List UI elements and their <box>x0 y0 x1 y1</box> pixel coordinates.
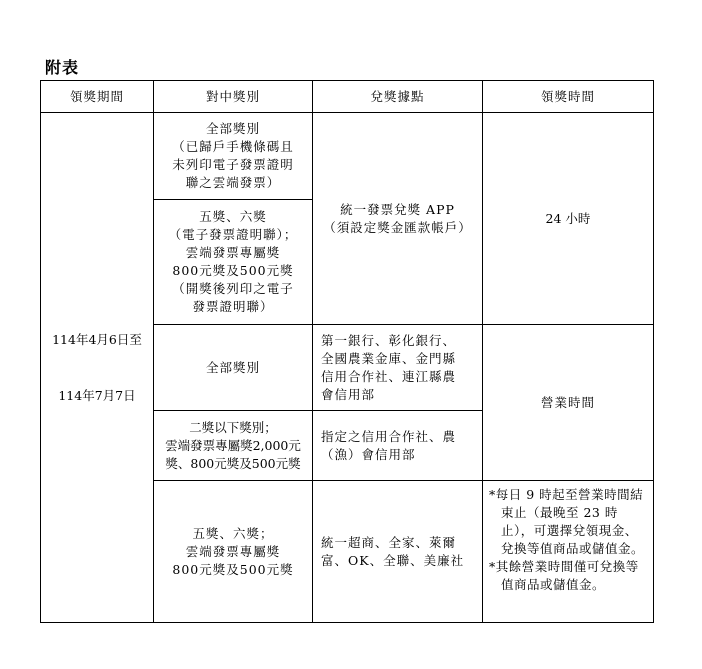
prize-cell: 全部獎別 （已歸戶手機條碼且 未列印電子發票證明 聯之雲端發票） <box>154 113 313 200</box>
header-time: 領獎時間 <box>483 81 654 113</box>
prize-cell: 二獎以下獎別； 雲端發票專屬獎2,000元 獎、800元獎及500元獎 <box>154 411 313 481</box>
header-row <box>41 81 654 113</box>
header-location: 兌獎據點 <box>313 81 483 113</box>
time-notes-cell <box>483 481 654 623</box>
table-row <box>41 113 654 200</box>
location-cell: 第一銀行、彰化銀行、 全國農業金庫、金門縣 信用合作社、連江縣農 會信用部 <box>313 325 483 411</box>
location-cell: 統一超商、全家、萊爾 富、OK、全聯、美廉社 <box>313 481 483 623</box>
period-start: 114年4月6日至 <box>52 331 142 347</box>
prize-cell: 五獎、六獎； 雲端發票專屬獎 800元獎及500元獎 <box>154 481 313 623</box>
claim-period-cell <box>41 113 154 623</box>
location-cell: 統一發票兌獎 APP （須設定獎金匯款帳戶） <box>313 113 483 325</box>
prize-claim-table <box>40 80 654 623</box>
time-cell: 24 小時 <box>483 113 654 325</box>
prize-cell: 全部獎別 <box>154 325 313 411</box>
location-cell: 指定之信用合作社、農 （漁）會信用部 <box>313 411 483 481</box>
time-note: *其餘營業時間僅可兌換等值商品或儲值金。 <box>489 559 639 592</box>
header-period: 領獎期間 <box>41 81 154 113</box>
period-end: 114年7月7日 <box>58 387 136 403</box>
prize-cell: 五獎、六獎 （電子發票證明聯）； 雲端發票專屬獎 800元獎及500元獎 （開獎後列印之電子 發票證明聯） <box>154 200 313 325</box>
time-cell: 營業時間 <box>483 325 654 481</box>
time-note: *每日 9 時起至營業時間結束止（最晚至 23 時止），可選擇兌領現金、兌換等值商品或儲值金。 <box>489 487 645 556</box>
header-prize: 對中獎別 <box>154 81 313 113</box>
page-title: 附表 <box>45 58 80 77</box>
